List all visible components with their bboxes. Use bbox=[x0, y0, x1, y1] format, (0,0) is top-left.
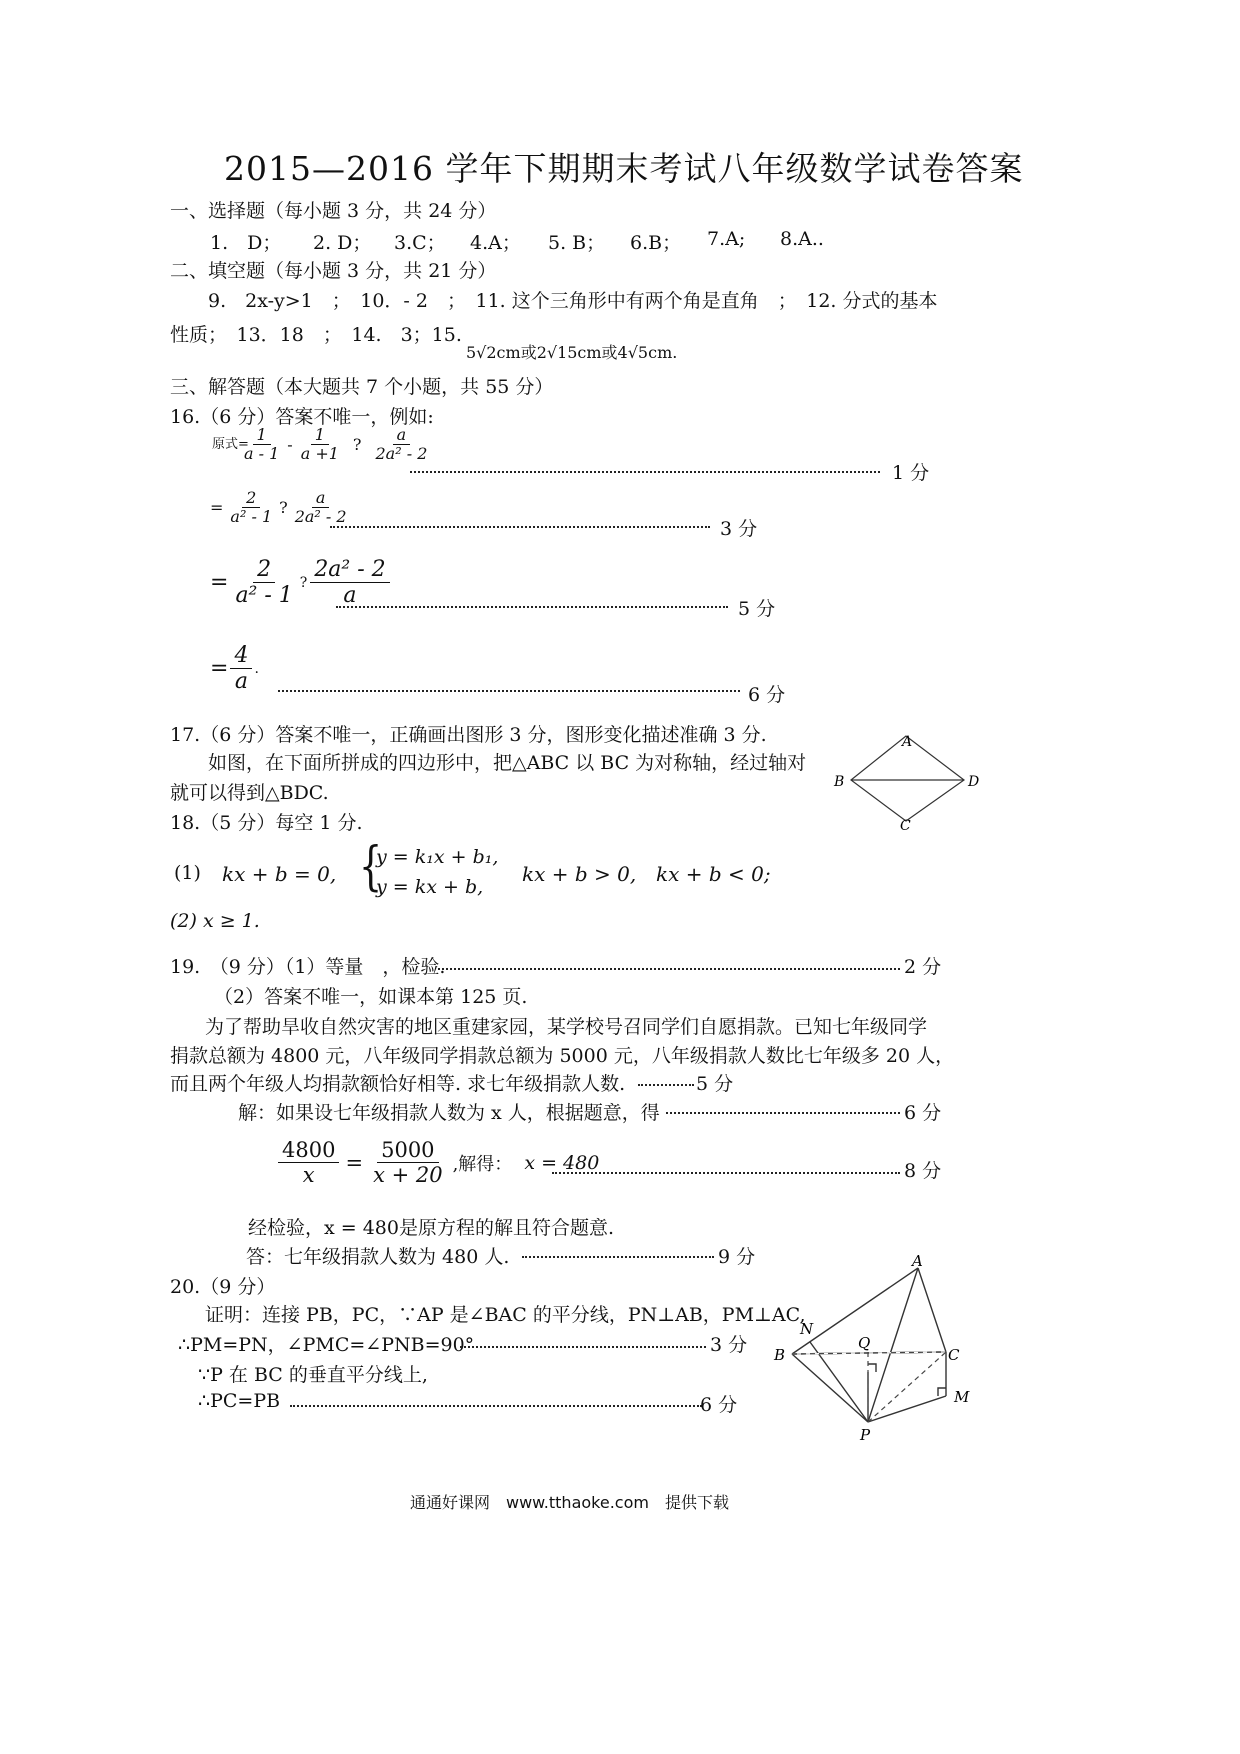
q19-answer: 答：七年级捐款人数为 480 人. bbox=[246, 1246, 510, 1268]
q18-part1-label: (1) bbox=[174, 862, 201, 884]
rhombus-figure bbox=[826, 728, 986, 838]
fraction bbox=[297, 426, 343, 464]
denominator: a² - 1 bbox=[235, 583, 293, 609]
system-eq-1: y = k₁x + b₁, bbox=[376, 846, 499, 868]
denominator: a - 1 bbox=[244, 444, 280, 464]
q19-problem-line-1: 为了帮助旱收自然灾害的地区重建家园，某学校号召同学们自愿捐款。已知七年级同学 bbox=[205, 1016, 928, 1038]
fill-answers-line-2: 性质； 13．18 ； 14. 3；15. bbox=[170, 324, 462, 346]
score: 9 分 bbox=[718, 1246, 756, 1268]
denominator: a bbox=[343, 583, 357, 609]
q20-line-3: ∵P 在 BC 的垂直平分线上, bbox=[198, 1364, 428, 1386]
q18-answer-3: kx + b > 0, bbox=[522, 862, 637, 886]
q16-step-4 bbox=[210, 643, 259, 695]
denominator: a +1 bbox=[300, 444, 339, 464]
equals: = bbox=[210, 656, 229, 682]
choice-answer: 1. D； bbox=[210, 232, 282, 254]
score: 6 分 bbox=[904, 1102, 942, 1124]
fraction bbox=[240, 426, 283, 464]
q19-equation: $\frac{4800}{x}$ = $\frac{5000}{x + 20}$ ,解得： x = 480 bbox=[278, 1138, 599, 1187]
numerator: 1 bbox=[253, 426, 271, 445]
denominator: a bbox=[234, 669, 248, 695]
choice-answer: 4.A； bbox=[470, 232, 521, 254]
equals: = bbox=[210, 570, 229, 596]
q16-step-1-prefix: 原式= bbox=[212, 437, 249, 453]
q18-answer-4: kx + b < 0; bbox=[656, 862, 771, 886]
q20-line-4: ∴PC=PB bbox=[198, 1390, 281, 1412]
score: 5 分 bbox=[696, 1073, 734, 1095]
operator: ? bbox=[279, 498, 288, 518]
leader-dots bbox=[666, 1100, 900, 1114]
leader-dots bbox=[638, 1072, 694, 1086]
q18-answer-1: kx + b = 0, bbox=[222, 862, 337, 886]
q18-part2: (2) x ≥ 1. bbox=[170, 910, 260, 932]
choice-answer: 6.B； bbox=[630, 232, 682, 254]
section-3-heading: 三、解答题（本大题共 7 个小题，共 55 分） bbox=[170, 376, 554, 398]
numerator: 5000 bbox=[377, 1138, 438, 1163]
label-Q: Q bbox=[858, 1334, 871, 1352]
q19-line-2: （2）答案不唯一，如课本第 125 页. bbox=[214, 986, 528, 1008]
score: 2 分 bbox=[904, 956, 942, 978]
label-N: N bbox=[800, 1320, 814, 1338]
leader-dots bbox=[410, 455, 880, 473]
q17-line-1: 如图，在下面所拼成的四边形中，把△ABC 以 BC 为对称轴，经过轴对 bbox=[208, 752, 807, 774]
label-C: C bbox=[900, 818, 911, 834]
q19-problem-line-2: 捐款总额为 4800 元，八年级同学捐款总额为 5000 元，八年级捐款人数比七年级多 20 人， bbox=[170, 1045, 955, 1067]
q20-line-2: ∴PM=PN，∠PMC=∠PNB=90° bbox=[178, 1334, 475, 1356]
numerator: 2 bbox=[253, 557, 275, 583]
label-P: P bbox=[860, 1426, 871, 1442]
choice-answer: 7.A; bbox=[707, 228, 746, 250]
label-B: B bbox=[834, 774, 845, 790]
equation-text: ,解得： bbox=[452, 1153, 513, 1175]
operator: ? bbox=[352, 435, 362, 455]
denominator: x + 20 bbox=[373, 1163, 443, 1188]
system-eq-2: y = kx + b, bbox=[376, 876, 484, 898]
system-brace: { bbox=[358, 837, 383, 897]
numerator: 4800 bbox=[278, 1138, 339, 1163]
q17-line-2: 就可以得到△BDC. bbox=[170, 782, 329, 804]
q20-line-1: 证明：连接 PB，PC，∵AP 是∠BAC 的平分线，PN⊥AB，PM⊥AC, bbox=[205, 1304, 806, 1326]
fraction bbox=[369, 1138, 447, 1187]
footer-credit: 通通好课网 www.tthaoke.com 提供下载 bbox=[410, 1493, 729, 1512]
page-title: 2015—2016 学年下期期末考试八年级数学试卷答案 bbox=[224, 149, 1024, 188]
choice-answer: 5. B； bbox=[548, 232, 606, 254]
numerator: a bbox=[393, 426, 411, 445]
choice-answer: 8.A.. bbox=[780, 228, 824, 250]
label-D: D bbox=[968, 774, 980, 790]
geometry-figure bbox=[770, 1252, 980, 1442]
operator: ? bbox=[299, 574, 308, 591]
choice-answer: 3.C； bbox=[394, 232, 446, 254]
leader-dots bbox=[552, 1160, 900, 1174]
q19-check: 经检验，x = 480是原方程的解且符合题意. bbox=[248, 1217, 615, 1239]
fraction bbox=[226, 489, 276, 527]
equals: = bbox=[210, 498, 224, 518]
denominator: 2a² - 2 bbox=[294, 507, 347, 527]
q19-problem-line-3: 而且两个年级人均捐款额恰好相等. 求七年级捐款人数. bbox=[170, 1073, 626, 1095]
numerator: 4 bbox=[230, 643, 252, 669]
fraction bbox=[278, 1138, 339, 1187]
label-A: A bbox=[912, 1252, 923, 1270]
q20-heading: 20.（9 分） bbox=[170, 1276, 276, 1298]
score: 8 分 bbox=[904, 1160, 942, 1182]
equation-result: x = 480 bbox=[524, 1151, 600, 1174]
denominator: a² - 1 bbox=[230, 507, 273, 527]
section-1-heading: 一、选择题（每小题 3 分，共 24 分） bbox=[170, 200, 497, 222]
leader-dots bbox=[522, 1244, 714, 1258]
score: 6 分 bbox=[748, 684, 786, 706]
q19-solution-setup: 解：如果设七年级捐款人数为 x 人，根据题意，得 bbox=[238, 1102, 660, 1124]
score: 1 分 bbox=[892, 462, 930, 484]
q16-heading: 16.（6 分）答案不唯一，例如: bbox=[170, 406, 434, 428]
section-2-heading: 二、填空题（每小题 3 分，共 21 分） bbox=[170, 260, 497, 282]
fraction bbox=[230, 643, 252, 695]
score: 3 分 bbox=[720, 518, 758, 540]
q16-step-1: 原式= $\frac{1}{a - 1}$ - $\frac{1}{a +1}$ ? $\frac{a}{\text{2a² - 2}}$ bbox=[212, 426, 431, 464]
choice-answer: 2. D； bbox=[313, 232, 372, 254]
answer-15: 5√2cm或2√15cm或4√5cm. bbox=[466, 343, 678, 362]
answer-row-choice bbox=[210, 228, 910, 254]
label-A: A bbox=[902, 734, 913, 750]
label-B: B bbox=[774, 1346, 786, 1364]
numerator: 1 bbox=[311, 426, 329, 445]
label-C: C bbox=[948, 1346, 960, 1364]
leader-dots bbox=[438, 956, 900, 970]
leader-dots bbox=[336, 594, 728, 608]
score: 5 分 bbox=[738, 598, 776, 620]
q17-heading: 17.（6 分）答案不唯一，正确画出图形 3 分，图形变化描述准确 3 分. bbox=[170, 724, 767, 746]
leader-dots bbox=[278, 678, 740, 692]
q19-line-1: 19. （9 分）（1）等量 ，检验. bbox=[170, 956, 446, 978]
denominator: x bbox=[302, 1163, 315, 1188]
fraction bbox=[231, 557, 296, 609]
period: . bbox=[254, 660, 259, 677]
leader-dots bbox=[460, 1334, 706, 1348]
score: 6 分 bbox=[700, 1394, 738, 1416]
fill-answers-line-1: 9. 2x-y>1 ； 10．- 2 ； 11. 这个三角形中有两个角是直角 ； 12. 分式的基本 bbox=[208, 290, 938, 312]
numerator: a bbox=[312, 489, 330, 508]
score: 3 分 bbox=[710, 1334, 748, 1356]
leader-dots bbox=[290, 1393, 702, 1407]
denominator: 2a² - 2 bbox=[375, 444, 428, 464]
q18-heading: 18.（5 分）每空 1 分. bbox=[170, 812, 363, 834]
leader-dots bbox=[330, 514, 710, 528]
numerator: 2 bbox=[242, 489, 260, 508]
label-M: M bbox=[954, 1388, 970, 1406]
numerator: 2a² - 2 bbox=[310, 557, 389, 583]
